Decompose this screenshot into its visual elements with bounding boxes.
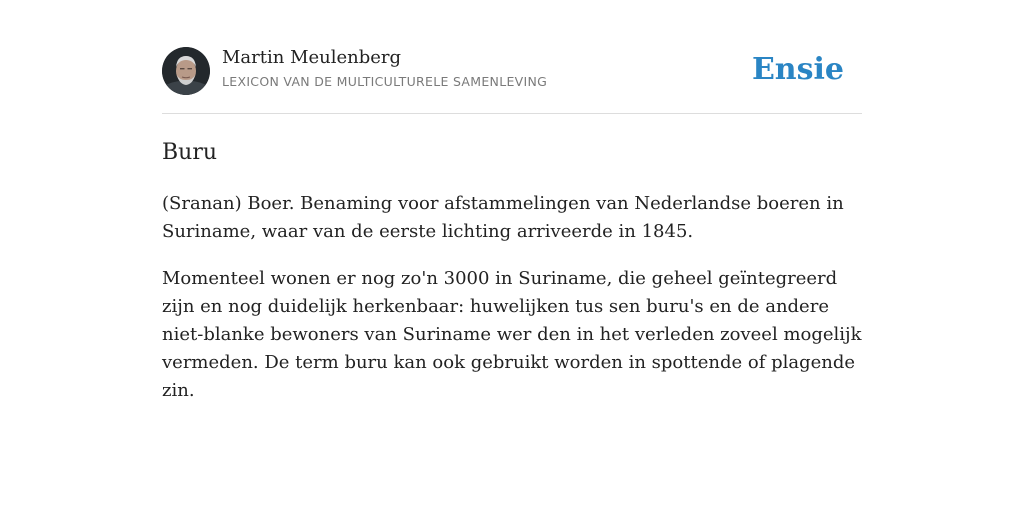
article-card	[162, 46, 862, 405]
article-header	[162, 46, 862, 114]
article-paragraph: (Sranan) Boer. Benaming voor afstammelingen van Nederlandse boeren in Suriname, waar van de eerste lichting arriveerde in 1845.	[162, 193, 844, 242]
author-avatar[interactable]	[162, 47, 210, 95]
article-paragraph: Momenteel wonen er nog zo'n 3000 in Suriname, die geheel geïntegreerd zijn en nog duidelijk herkenbaar: huwelijken tus sen buru's en de andere niet-blanke bewoners van Suriname wer den in het verleden zoveel mogelijk vermeden. De term buru kan ook gebruikt worden in spottende of plagende zin.	[162, 268, 862, 401]
article-title: Buru	[162, 140, 218, 165]
author-name[interactable]: Martin Meulenberg	[222, 47, 402, 68]
brand-logo[interactable]: Ensie	[751, 52, 844, 87]
avatar-portrait-icon	[162, 47, 210, 95]
collection-name[interactable]: LEXICON VAN DE MULTICULTURELE SAMENLEVING	[222, 74, 548, 89]
